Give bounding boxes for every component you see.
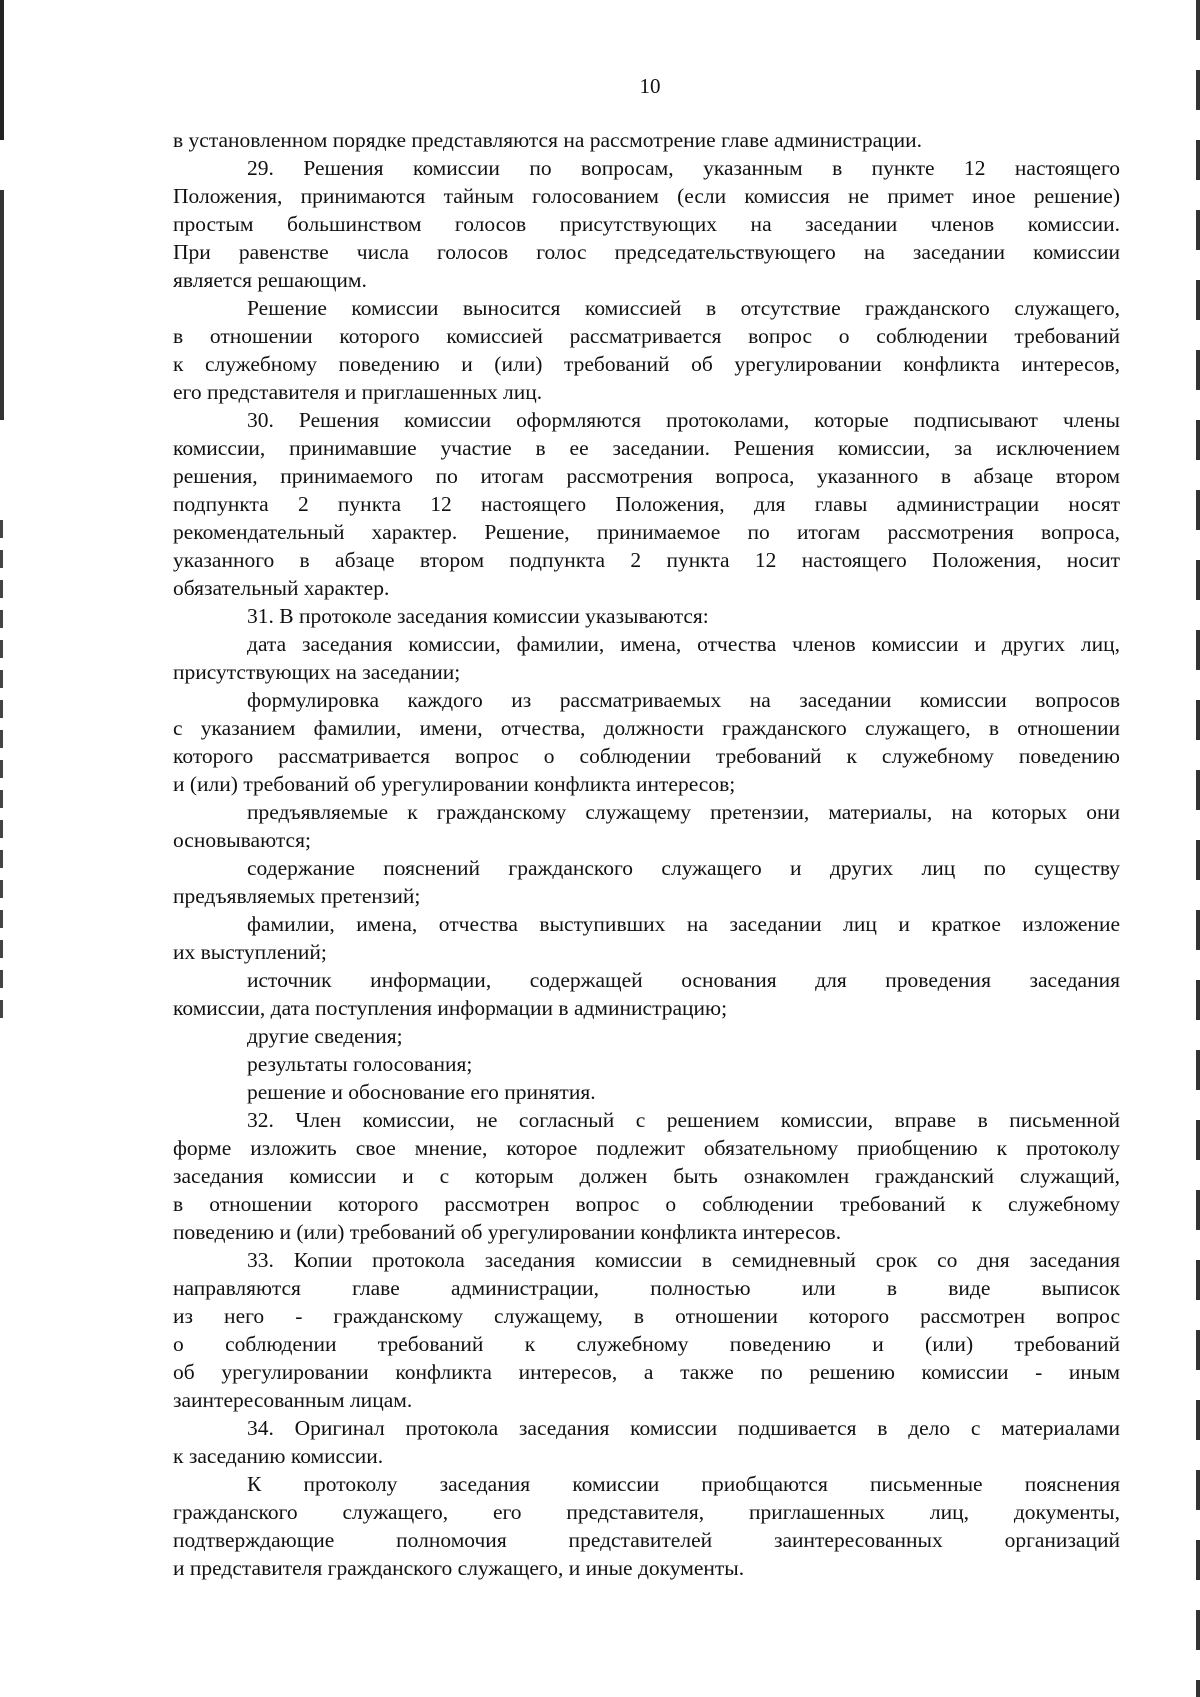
text-line: К протоколу заседания комиссии приобщаются письменные пояснения [247, 1472, 1120, 1496]
text-line: направляются главе администрации, полностью или в виде выписок [173, 1276, 1120, 1300]
text-line: 33. Копии протокола заседания комиссии в семидневный срок со дня заседания [247, 1248, 1120, 1272]
text-line: 32. Член комиссии, не согласный с решением комиссии, вправе в письменной [247, 1108, 1120, 1132]
text-line: поведению и (или) требований об урегулировании конфликта интересов. [173, 1220, 842, 1244]
text-line: источник информации, содержащей основания для проведения заседания [247, 968, 1120, 992]
text-line: обязательный характер. [173, 576, 390, 600]
text-line: подтверждающие полномочия представителей заинтересованных организаций [173, 1528, 1120, 1552]
text-line: которого рассматривается вопрос о соблюдении требований к служебному поведению [173, 744, 1120, 768]
document-body [173, 126, 1120, 1582]
text-line: комиссии, принимавшие участие в ее заседании. Решения комиссии, за исключением [173, 436, 1120, 460]
text-line: решение и обоснование его принятия. [247, 1080, 596, 1104]
scan-edge-left [0, 520, 3, 1020]
text-line: заинтересованным лицам. [173, 1388, 413, 1412]
text-line: с указанием фамилии, имени, отчества, должности гражданского служащего, в отношении [173, 716, 1120, 740]
text-line: предъявляемых претензий; [173, 884, 421, 908]
text-line: При равенстве числа голосов голос председательствующего на заседании комиссии [173, 240, 1120, 264]
text-line: о соблюдении требований к служебному поведению и (или) требований [173, 1332, 1120, 1356]
text-line: из него - гражданскому служащему, в отношении которого рассмотрен вопрос [173, 1304, 1120, 1328]
text-line: фамилии, имена, отчества выступивших на заседании лиц и краткое изложение [247, 912, 1120, 936]
text-line: в отношении которого рассмотрен вопрос о соблюдении требований к служебному [173, 1192, 1120, 1216]
text-line: их выступлений; [173, 940, 327, 964]
text-line: и представителя гражданского служащего, и иные документы. [173, 1556, 745, 1580]
page-number: 10 [639, 74, 661, 98]
text-line: результаты голосования; [247, 1052, 473, 1076]
text-line: 30. Решения комиссии оформляются протоколами, которые подписывают члены [247, 408, 1120, 432]
text-line: решения, принимаемого по итогам рассмотрения вопроса, указанного в абзаце втором [173, 464, 1120, 488]
text-line: подпункта 2 пункта 12 настоящего Положения, для главы администрации носят [173, 492, 1120, 516]
text-line: Положения, принимаются тайным голосованием (если комиссия не примет иное решение) [173, 184, 1120, 208]
scan-edge-left [0, 190, 4, 420]
text-line: об урегулировании конфликта интересов, а также по решению комиссии - иным [173, 1360, 1120, 1384]
text-line: дата заседания комиссии, фамилии, имена, отчества членов комиссии и других лиц, [247, 632, 1120, 656]
text-line: является решающим. [173, 268, 367, 292]
text-line: другие сведения; [247, 1024, 403, 1048]
text-line: к служебному поведению и (или) требований об урегулировании конфликта интересов, [173, 352, 1120, 376]
text-line: заседания комиссии и с которым должен быть ознакомлен гражданский служащий, [173, 1164, 1120, 1188]
text-line: комиссии, дата поступления информации в администрацию; [173, 996, 728, 1020]
text-line: его представителя и приглашенных лиц. [173, 380, 543, 404]
text-line: основываются; [173, 828, 311, 852]
scan-edge-left [0, 0, 4, 140]
text-line: Решение комиссии выносится комиссией в отсутствие гражданского служащего, [247, 296, 1120, 320]
text-line: гражданского служащего, его представителя, приглашенных лиц, документы, [173, 1500, 1120, 1524]
text-line: присутствующих на заседании; [173, 660, 461, 684]
text-line: и (или) требований об урегулировании конфликта интересов; [173, 772, 736, 796]
text-line: 29. Решения комиссии по вопросам, указанным в пункте 12 настоящего [247, 156, 1120, 180]
scan-edge-right [1196, 0, 1200, 1697]
text-line: в установленном порядке представляются на рассмотрение главе администрации. [173, 128, 923, 152]
text-line: 34. Оригинал протокола заседания комиссии подшивается в дело с материалами [247, 1416, 1120, 1440]
text-line: предъявляемые к гражданскому служащему претензии, материалы, на которых они [247, 800, 1120, 824]
text-line: указанного в абзаце втором подпункта 2 пункта 12 настоящего Положения, носит [173, 548, 1120, 572]
text-line: 31. В протоколе заседания комиссии указываются: [247, 604, 709, 628]
text-line: формулировка каждого из рассматриваемых на заседании комиссии вопросов [247, 688, 1120, 712]
text-line: к заседанию комиссии. [173, 1444, 384, 1468]
text-line: простым большинством голосов присутствующих на заседании членов комиссии. [173, 212, 1120, 236]
text-line: в отношении которого комиссией рассматривается вопрос о соблюдении требований [173, 324, 1120, 348]
text-line: форме изложить свое мнение, которое подлежит обязательному приобщению к протоколу [173, 1136, 1120, 1160]
text-line: рекомендательный характер. Решение, принимаемое по итогам рассмотрения вопроса, [173, 520, 1120, 544]
text-line: содержание пояснений гражданского служащего и других лиц по существу [247, 856, 1120, 880]
